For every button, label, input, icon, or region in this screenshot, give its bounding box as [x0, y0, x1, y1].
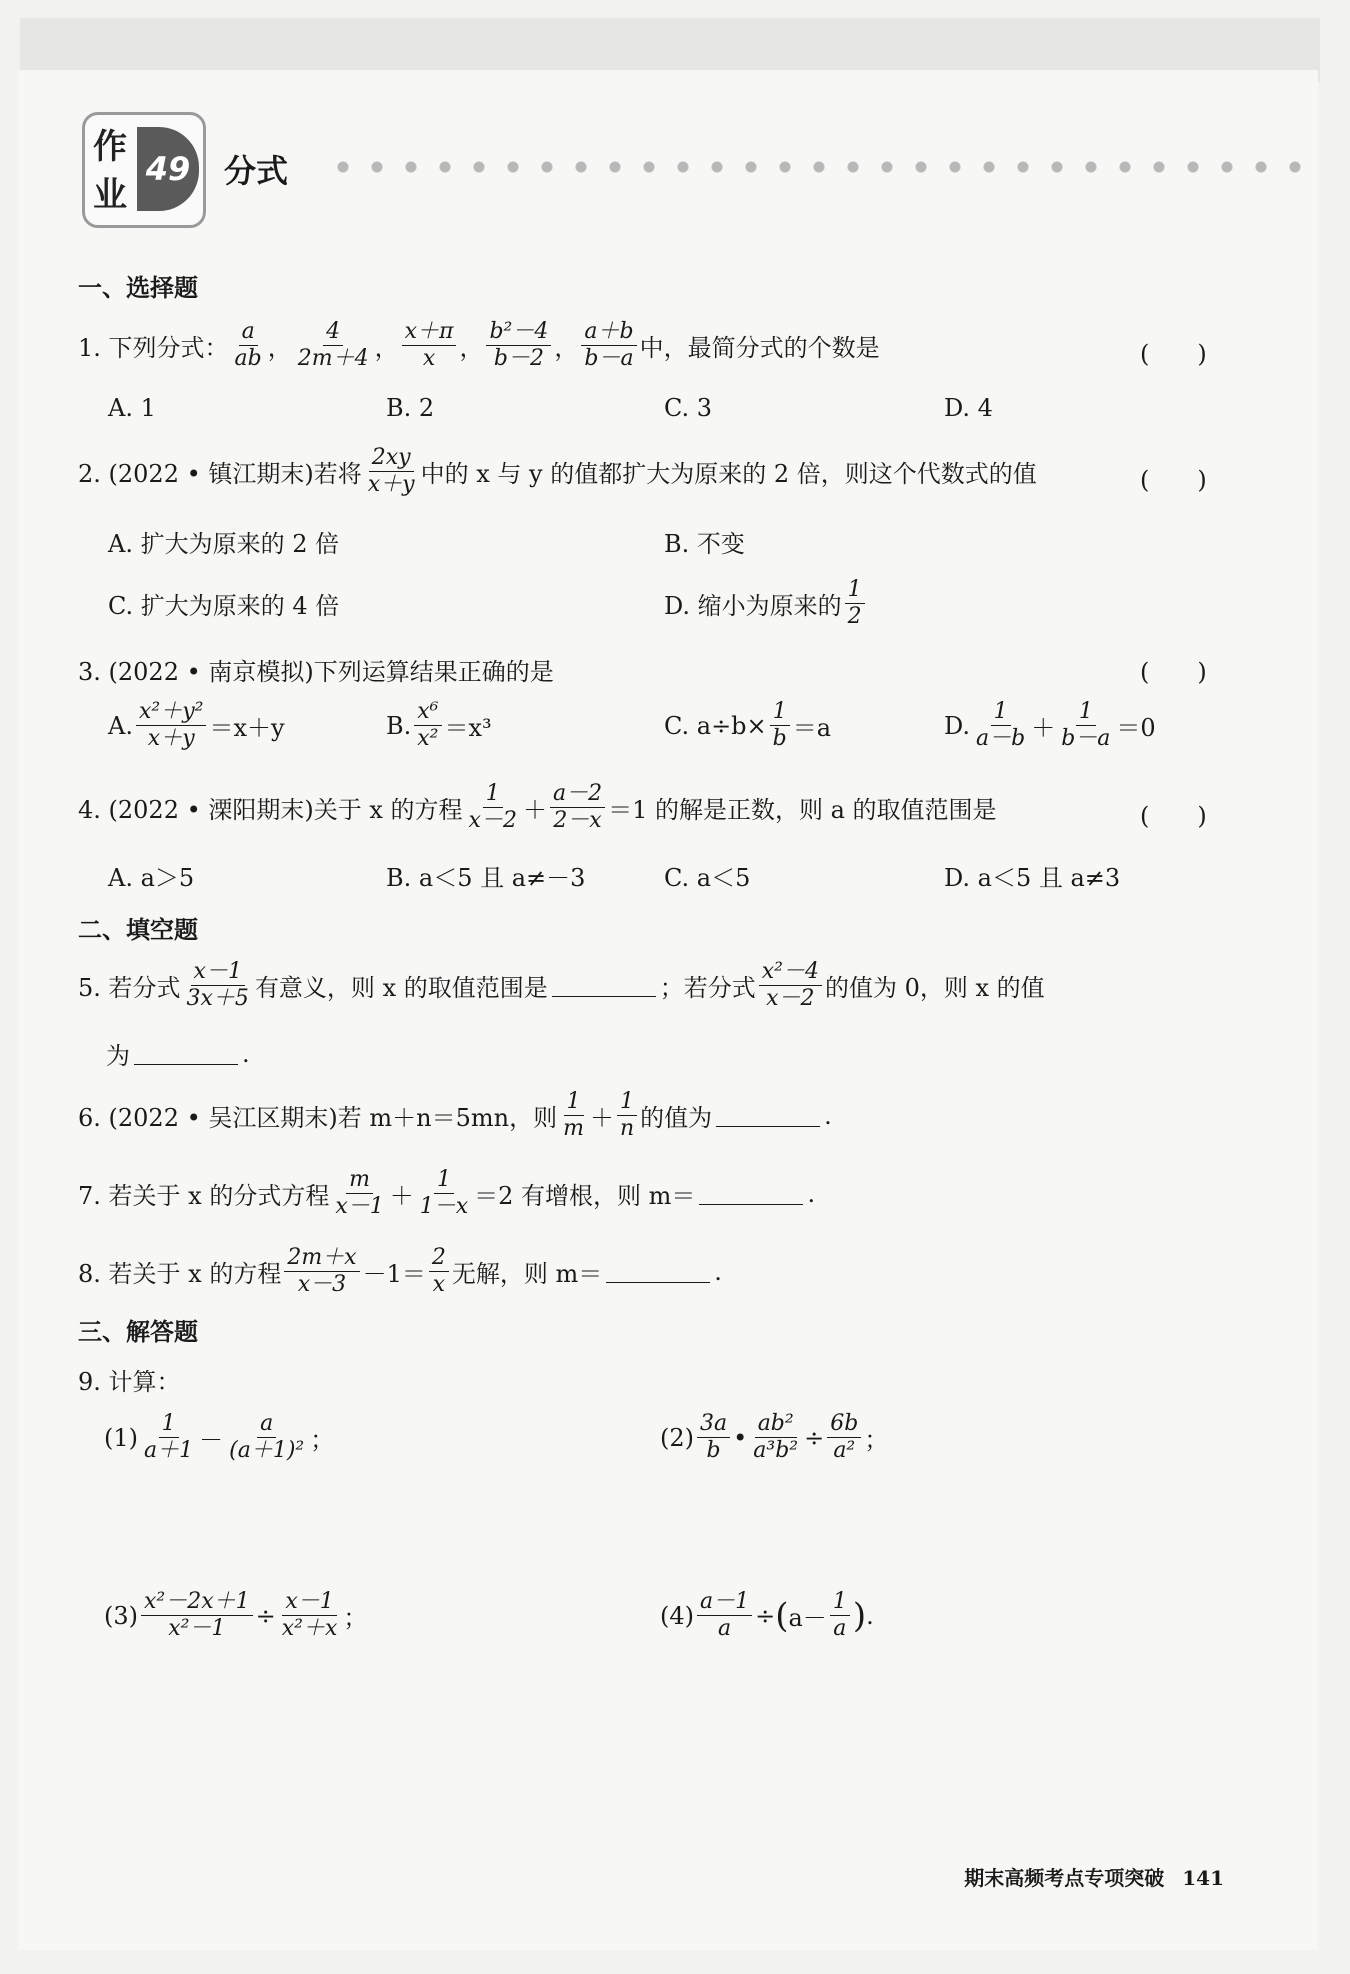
q4-option-c: C. a＜5	[664, 864, 751, 892]
q1-frac-3: $\frac{x+\pi}{x}$	[402, 320, 457, 371]
q1-lead: 1. 下列分式：	[78, 334, 229, 363]
q1-frac-1: $\frac{a}{ab}$	[234, 319, 262, 372]
footer-text: 期末高频考点专项突破	[964, 1866, 1165, 1890]
q1-option-c: C. 3	[664, 394, 713, 422]
q1-option-b: B. 2	[386, 394, 435, 422]
question-8: 8. 若关于 x 的方程 $\frac{2m+x}{x-3}$ －1＝ $\frac{2}{x}$ 无解，则 m＝ .	[78, 1245, 722, 1298]
q3-option-d: D. $\frac{1}{a-b}$ ＋ $\frac{1}{b-a}$ ＝0	[944, 699, 1156, 752]
question-6: 6. (2022 • 吴江区期末)若 m＋n＝5mn，则 $\frac{1}{m}$ ＋ $\frac{1}{n}$ 的值为 .	[78, 1089, 832, 1142]
q3-answer-paren: ( )	[1140, 658, 1207, 686]
q4-answer-paren: ( )	[1140, 802, 1207, 830]
q5-blank-1[interactable]	[552, 974, 656, 997]
q2-option-b: B. 不变	[664, 530, 745, 558]
page-number: 141	[1182, 1866, 1224, 1890]
question-4: 4. (2022 • 溧阳期末)关于 x 的方程 $\frac{1}{x-2}$ ＋ $\frac{a-2}{2-x}$ ＝1 的解是正数，则 a 的取值范围是	[78, 781, 997, 834]
question-2	[78, 446, 1037, 497]
q1-frac-4: $\frac{\text{b²－4}}{b-2}$	[486, 320, 551, 371]
q1-answer-paren: ( )	[1140, 340, 1207, 368]
question-3: 3. (2022 • 南京模拟)下列运算结果正确的是	[78, 658, 554, 686]
q7-blank[interactable]	[699, 1182, 803, 1205]
q1-frac-5: $\frac{a+b}{b-a}$	[581, 320, 636, 371]
q2-d-frac: $\frac{1}{2}$	[845, 578, 865, 629]
q1-option-a: A. 1	[108, 394, 156, 422]
q2-frac: $\frac{2xy}{x+y}$	[367, 445, 415, 498]
question-1: 1. 下列分式： $\frac{a}{ab}$ ， $\frac{4}{2m+4}$ ， $\frac{x+\pi}{x}$ ， $\frac{\text{b²－4}}{b-2}$ ， $\frac{a+b}{b-a}$ 中，最简分式的个数是	[78, 319, 880, 372]
q4-option-a: A. a＞5	[108, 864, 195, 892]
q1-frac-2: $\frac{4}{2m+4}$	[297, 319, 369, 372]
badge-number: 49	[137, 127, 199, 211]
q2-option-d: D. 缩小为原来的 $\frac{1}{2}$	[664, 578, 868, 629]
q9-part-2: (2) $\frac{3a}{b}$ • $\frac{\text{ab²}}{\text{a³b²}}$ ÷ $\frac{6b}{\text{a²}}$ ；	[660, 1411, 889, 1464]
section-answer: 三、解答题	[78, 1318, 198, 1346]
badge-char-top: 作	[93, 127, 127, 167]
q3-option-b: B. $\frac{\text{x⁶}}{\text{x²}}$ ＝x³	[386, 699, 492, 752]
q2-option-a: A. 扩大为原来的 2 倍	[108, 530, 340, 558]
q8-blank[interactable]	[606, 1260, 710, 1283]
q3-option-c: C. a÷b× $\frac{1}{b}$ ＝a	[664, 699, 832, 752]
q2-tail: 中的 x 与 y 的值都扩大为原来的 2 倍，则这个代数式的值	[420, 460, 1037, 489]
q1-tail: 中，最简分式的个数是	[639, 334, 880, 363]
q2-answer-paren: ( )	[1140, 466, 1207, 494]
question-5: 5. 若分式 $\frac{x-1}{3x+5}$ 有意义，则 x 的取值范围是 ；若分式 $\frac{\text{x²－4}}{x-2}$ 的值为 0，则 x 的值	[78, 959, 1045, 1012]
q4-option-d: D. a＜5 且 a≠3	[944, 864, 1121, 892]
badge-char-bottom: 业	[93, 175, 127, 215]
question-7: 7. 若关于 x 的分式方程 $\frac{m}{x-1}$ ＋ $\frac{1}{1-x}$ ＝2 有增根，则 m＝ .	[78, 1167, 816, 1220]
assignment-badge	[82, 112, 206, 228]
q3-option-a: A. $\frac{\text{x²＋y²}}{x+y}$ ＝x＋y	[108, 699, 285, 752]
q6-blank[interactable]	[716, 1104, 820, 1127]
page-footer	[964, 1862, 1224, 1891]
q5-blank-2[interactable]	[134, 1042, 238, 1065]
q9-part-4: (4) $\frac{a-1}{a}$ ÷ ( a－ $\frac{1}{a}$ ) .	[660, 1589, 874, 1642]
question-9: 9. 计算：	[78, 1368, 181, 1396]
q2-lead: 2. (2022 • 镇江期末)若将	[78, 460, 362, 489]
q9-part-3: (3) $\frac{\text{x²－2x＋1}}{\text{x²－1}}$ ÷ $\frac{x-1}{\text{x²＋x}}$ ；	[104, 1589, 368, 1642]
question-5-line2: 为 .	[106, 1039, 250, 1070]
q1-option-d: D. 4	[944, 394, 993, 422]
page-title: 分式	[224, 152, 289, 190]
section-fill-blank: 二、填空题	[78, 916, 198, 944]
section-choice: 一、选择题	[78, 274, 198, 302]
dotted-rule	[326, 160, 1316, 174]
q9-part-1: (1) $\frac{1}{a+1}$ － $\frac{a}{\text{(a＋1)²}}$ ；	[104, 1411, 335, 1464]
q4-option-b: B. a＜5 且 a≠－3	[386, 864, 586, 892]
q2-option-c: C. 扩大为原来的 4 倍	[108, 592, 340, 620]
